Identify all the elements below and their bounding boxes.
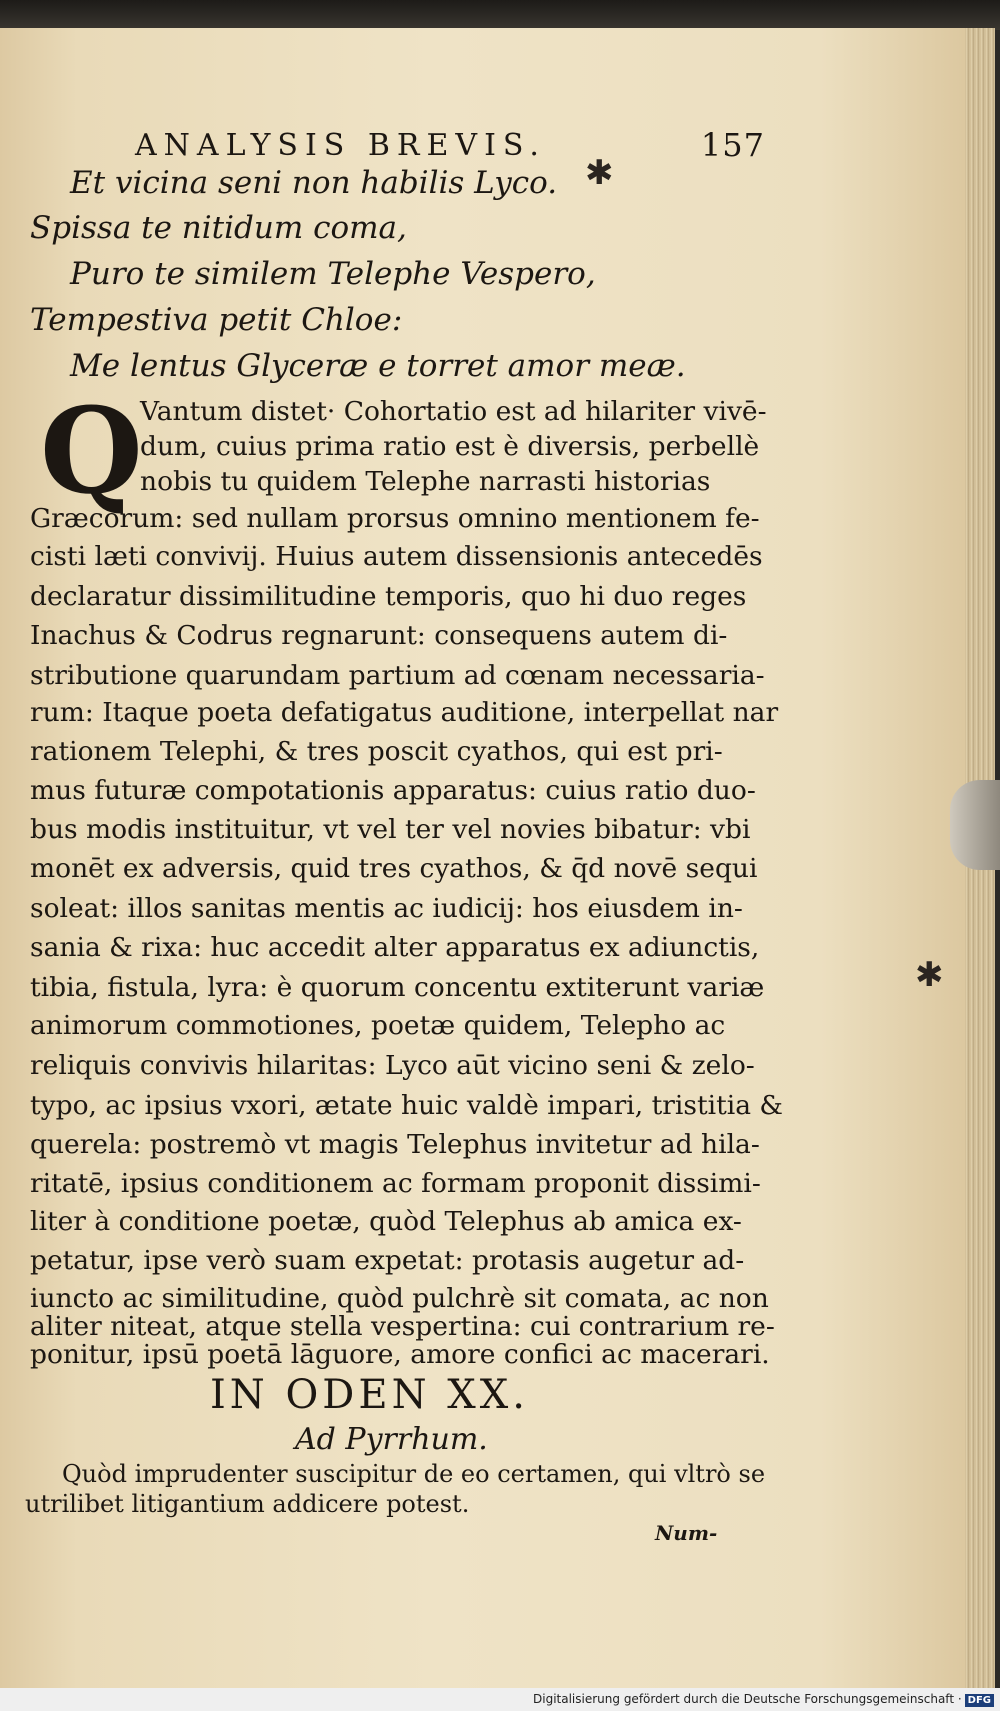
- book-binding-shadow: [0, 0, 1000, 30]
- asterisk-ornament-icon: ✱: [915, 955, 944, 995]
- commentary-line: soleat: illos sanitas mentis ac iudicij: hos eiusdem in-: [30, 893, 743, 924]
- ode-summary-line: utrilibet litigantium addicere potest.: [25, 1490, 470, 1518]
- commentary-line: typo, ac ipsius vxori, ætate huic valdè impari, tristitia &: [30, 1090, 784, 1121]
- commentary-line: dum, cuius prima ratio est è diversis, perbellè: [140, 431, 760, 462]
- verse-line: Puro te similem Telephe Vespero,: [70, 256, 596, 292]
- verse-line: Et vicina seni non habilis Lyco.: [70, 165, 558, 201]
- commentary-line: cisti læti convivij. Huius autem dissensionis antecedēs: [30, 541, 763, 572]
- page-number: 157: [700, 126, 765, 164]
- commentary-line: rationem Telephi, & tres poscit cyathos, qui est pri-: [30, 736, 723, 767]
- commentary-line: liter à conditione poetæ, quòd Telephus ab amica ex-: [30, 1206, 742, 1237]
- commentary-line: nobis tu quidem Telephe narrasti historias: [140, 466, 711, 497]
- commentary-line: mus futuræ compotationis apparatus: cuius ratio duo-: [30, 775, 756, 806]
- commentary-line: declaratur dissimilitudine temporis, quo hi duo reges: [30, 581, 747, 612]
- commentary-line: tibia, fistula, lyra: è quorum concentu extiterunt variæ: [30, 972, 765, 1003]
- commentary-line: iuncto ac similitudine, quòd pulchrè sit comata, ac non: [30, 1283, 769, 1314]
- verse-line: Me lentus Glyceræ e torret amor meæ.: [70, 348, 686, 384]
- asterisk-ornament-icon: ✱: [585, 153, 614, 193]
- drop-cap: Q: [40, 381, 143, 520]
- dfg-logo-icon: DFG: [965, 1694, 994, 1707]
- ode-subheading: Ad Pyrrhum.: [295, 1422, 488, 1457]
- commentary-line: stributione quarundam partium ad cœnam necessaria-: [30, 660, 765, 691]
- commentary-line: bus modis instituitur, vt vel ter vel novies bibatur: vbi: [30, 814, 751, 845]
- ode-summary-line: Quòd imprudenter suscipitur de eo certamen, qui vltrò se: [62, 1460, 766, 1488]
- running-title: ANALYSIS BREVIS.: [135, 128, 546, 163]
- commentary-line: petatur, ipse verò suam expetat: protasis augetur ad-: [30, 1245, 745, 1276]
- commentary-line: reliquis convivis hilaritas: Lyco aūt vicino seni & zelo-: [30, 1050, 755, 1081]
- commentary-line: Vantum distet· Cohortatio est ad hilariter vivē-: [140, 396, 767, 427]
- digitization-credit: [533, 1692, 994, 1707]
- book-clip: [950, 780, 1000, 870]
- ode-heading: IN ODEN XX.: [210, 1372, 529, 1418]
- commentary-line: ponitur, ipsū poetā lāguore, amore confici ac macerari.: [30, 1339, 770, 1370]
- commentary-line: rum: Itaque poeta defatigatus auditione, interpellat nar: [30, 697, 779, 728]
- commentary-line: querela: postremò vt magis Telephus invitetur ad hila-: [30, 1129, 760, 1160]
- catchword: Num-: [655, 1521, 718, 1545]
- commentary-line: Græcorum: sed nullam prorsus omnino mentionem fe-: [30, 503, 760, 534]
- verse-line: Spissa te nitidum coma,: [30, 210, 407, 246]
- commentary-line: sania & rixa: huc accedit alter apparatus ex adiunctis,: [30, 932, 760, 963]
- commentary-line: aliter niteat, atque stella vespertina: cui contrarium re-: [30, 1311, 775, 1342]
- commentary-line: Inachus & Codrus regnarunt: consequens autem di-: [30, 620, 728, 651]
- commentary-line: monēt ex adversis, quid tres cyathos, & q̄d novē sequi: [30, 853, 758, 884]
- commentary-line: ritatē, ipsius conditionem ac formam proponit dissimi-: [30, 1168, 761, 1199]
- commentary-line: animorum commotiones, poetæ quidem, Telepho ac: [30, 1010, 726, 1041]
- verse-line: Tempestiva petit Chloe:: [30, 302, 403, 338]
- credit-text: Digitalisierung gefördert durch die Deutsche Forschungsgemeinschaft ·: [533, 1692, 962, 1706]
